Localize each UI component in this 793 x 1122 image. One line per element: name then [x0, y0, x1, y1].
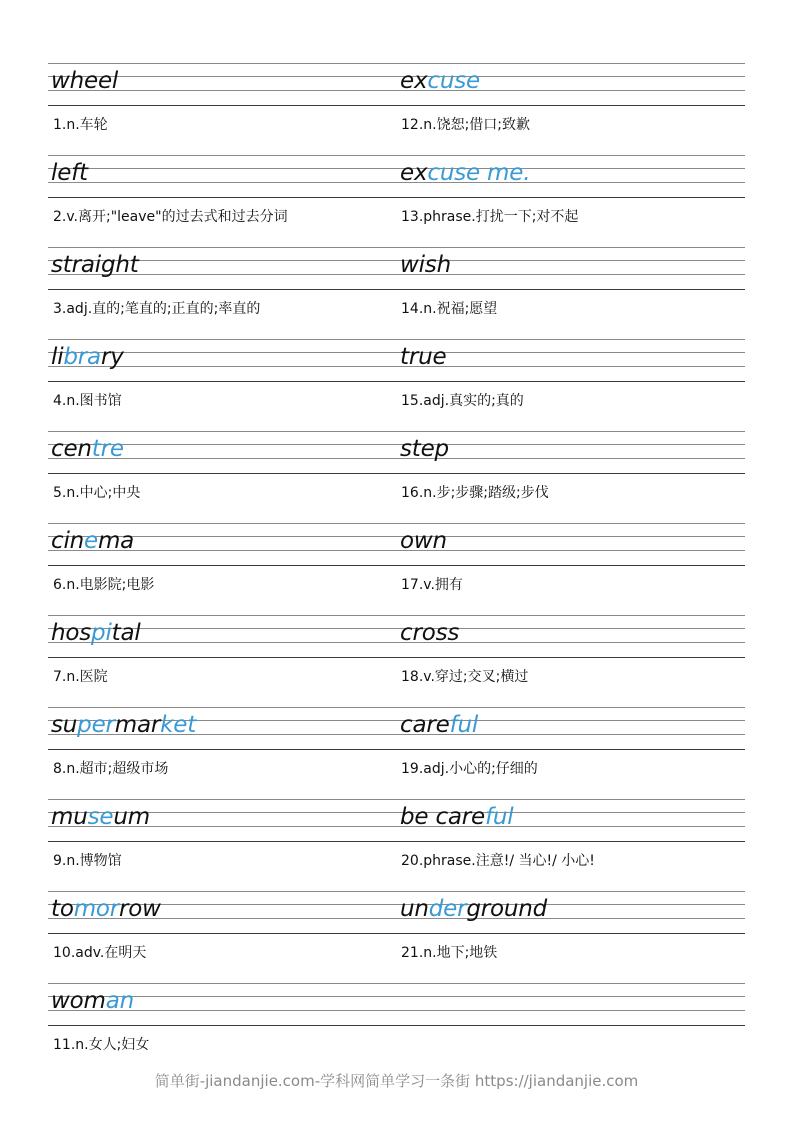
vocab-word	[400, 343, 446, 371]
guide-line	[48, 891, 745, 892]
word-highlight-segment: mor	[73, 896, 120, 922]
guide-line	[48, 182, 745, 183]
vocab-word	[51, 803, 150, 831]
vocab-definition: 10.adv.在明天	[53, 945, 147, 961]
word-segment: su	[51, 712, 78, 738]
guide-line	[48, 352, 745, 353]
vocab-definition: 5.n.中心;中央	[53, 485, 141, 501]
vocab-word	[51, 343, 124, 371]
word-highlight-segment: se	[87, 804, 114, 830]
word-segment: un	[400, 896, 429, 922]
guide-line	[48, 799, 745, 800]
word-segment: ry	[100, 344, 124, 370]
guide-line	[48, 615, 745, 616]
guide-line	[48, 90, 745, 91]
word-highlight-segment: cuse me.	[427, 160, 531, 186]
vocab-row	[48, 155, 745, 247]
vocab-word	[400, 251, 451, 279]
vocab-definition: 15.adj.真实的;真的	[401, 393, 524, 409]
vocab-word	[51, 527, 134, 555]
word-segment: li	[51, 344, 64, 370]
word-highlight-segment: ful	[449, 712, 479, 738]
base-line	[48, 1025, 745, 1026]
base-line	[48, 197, 745, 198]
word-highlight-segment: ket	[160, 712, 197, 738]
vocab-word	[400, 67, 480, 95]
guide-line	[48, 707, 745, 708]
word-segment: hos	[51, 620, 92, 646]
vocab-row	[48, 707, 745, 799]
vocab-word	[400, 803, 513, 831]
word-highlight-segment: an	[105, 988, 134, 1014]
word-segment: left	[51, 160, 88, 186]
vocab-word	[400, 435, 449, 463]
word-segment: um	[113, 804, 150, 830]
guide-line	[48, 366, 745, 367]
vocab-definition: 1.n.车轮	[53, 117, 108, 133]
vocab-word	[400, 711, 478, 739]
guide-line	[48, 550, 745, 551]
vocab-definition: 7.n.医院	[53, 669, 108, 685]
vocab-definition: 21.n.地下;地铁	[401, 945, 498, 961]
vocab-word	[400, 619, 459, 647]
word-segment: cen	[51, 436, 92, 462]
vocab-word	[400, 159, 530, 187]
word-segment: cin	[51, 528, 85, 554]
vocab-row	[48, 891, 745, 983]
word-segment: mar	[114, 712, 161, 738]
word-highlight-segment: cuse	[427, 68, 480, 94]
base-line	[48, 289, 745, 290]
word-highlight-segment: bra	[63, 344, 101, 370]
vocab-row	[48, 339, 745, 431]
guide-line	[48, 523, 745, 524]
base-line	[48, 473, 745, 474]
vocab-definition: 6.n.电影院;电影	[53, 577, 155, 593]
guide-line	[48, 260, 745, 261]
vocab-definition: 12.n.饶恕;借口;致歉	[401, 117, 531, 133]
word-segment: tal	[111, 620, 141, 646]
word-segment: be care	[400, 804, 486, 830]
guide-line	[48, 431, 745, 432]
guide-line	[48, 1010, 745, 1011]
guide-line	[48, 812, 745, 813]
word-segment: wish	[400, 252, 451, 278]
word-segment: wom	[51, 988, 106, 1014]
vocab-definition: 19.adj.小心的;仔细的	[401, 761, 538, 777]
vocab-word	[51, 435, 124, 463]
vocab-row	[48, 799, 745, 891]
vocab-word	[400, 527, 447, 555]
vocab-definition: 14.n.祝福;愿望	[401, 301, 498, 317]
vocab-definition: 20.phrase.注意!/ 当心!/ 小心!	[401, 853, 595, 869]
guide-line	[48, 628, 745, 629]
word-highlight-segment: ful	[485, 804, 514, 830]
guide-line	[48, 983, 745, 984]
vocab-word	[51, 159, 88, 187]
guide-line	[48, 274, 745, 275]
word-segment: ex	[400, 68, 428, 94]
base-line	[48, 657, 745, 658]
vocab-definition: 13.phrase.打扰一下;对不起	[401, 209, 579, 225]
guide-line	[48, 642, 745, 643]
base-line	[48, 841, 745, 842]
vocab-word	[51, 67, 118, 95]
footer-watermark: 简单街-jiandanjie.com-学科网简单学习一条街 https://jiandanjie.com	[154, 1072, 639, 1090]
vocab-definition: 17.v.拥有	[401, 577, 463, 593]
word-segment: step	[400, 436, 449, 462]
word-segment: ma	[97, 528, 135, 554]
vocab-word	[400, 895, 547, 923]
base-line	[48, 105, 745, 106]
word-segment: wheel	[51, 68, 119, 94]
vocab-row	[48, 63, 745, 155]
vocab-row	[48, 247, 745, 339]
vocab-row	[48, 523, 745, 615]
base-line	[48, 933, 745, 934]
vocab-word	[51, 711, 196, 739]
vocab-word	[51, 251, 139, 279]
guide-line	[48, 536, 745, 537]
word-segment: row	[119, 896, 161, 922]
base-line	[48, 381, 745, 382]
vocab-row	[48, 431, 745, 523]
vocab-definition: 8.n.超市;超级市场	[53, 761, 169, 777]
vocab-row	[48, 983, 745, 1075]
word-segment: mu	[51, 804, 88, 830]
guide-line	[48, 247, 745, 248]
word-highlight-segment: e	[84, 528, 98, 554]
vocab-definition: 18.v.穿过;交叉;横过	[401, 669, 529, 685]
guide-line	[48, 339, 745, 340]
word-segment: ground	[466, 896, 548, 922]
guide-line	[48, 458, 745, 459]
word-segment: true	[400, 344, 447, 370]
word-segment: cross	[400, 620, 460, 646]
word-segment: to	[51, 896, 74, 922]
guide-line	[48, 168, 745, 169]
vocab-definition: 16.n.步;步骤;踏级;步伐	[401, 485, 549, 501]
vocab-row	[48, 615, 745, 707]
word-segment: own	[400, 528, 447, 554]
vocab-definition: 2.v.离开;"leave"的过去式和过去分词	[53, 209, 288, 225]
vocab-definition: 3.adj.直的;笔直的;正直的;率直的	[53, 301, 261, 317]
base-line	[48, 565, 745, 566]
guide-line	[48, 155, 745, 156]
vocab-definition: 9.n.博物馆	[53, 853, 122, 869]
vocab-definition: 4.n.图书馆	[53, 393, 122, 409]
guide-line	[48, 996, 745, 997]
guide-line	[48, 444, 745, 445]
word-segment: care	[400, 712, 450, 738]
guide-line	[48, 826, 745, 827]
vocab-word	[51, 987, 134, 1015]
word-segment: straight	[51, 252, 139, 278]
word-highlight-segment: tre	[91, 436, 124, 462]
guide-line	[48, 63, 745, 64]
word-highlight-segment: der	[428, 896, 467, 922]
word-highlight-segment: pi	[91, 620, 112, 646]
vocab-word	[51, 619, 141, 647]
word-segment: ex	[400, 160, 428, 186]
vocab-word	[51, 895, 161, 923]
base-line	[48, 749, 745, 750]
vocab-definition: 11.n.女人;妇女	[53, 1037, 150, 1053]
word-highlight-segment: per	[77, 712, 115, 738]
guide-line	[48, 76, 745, 77]
